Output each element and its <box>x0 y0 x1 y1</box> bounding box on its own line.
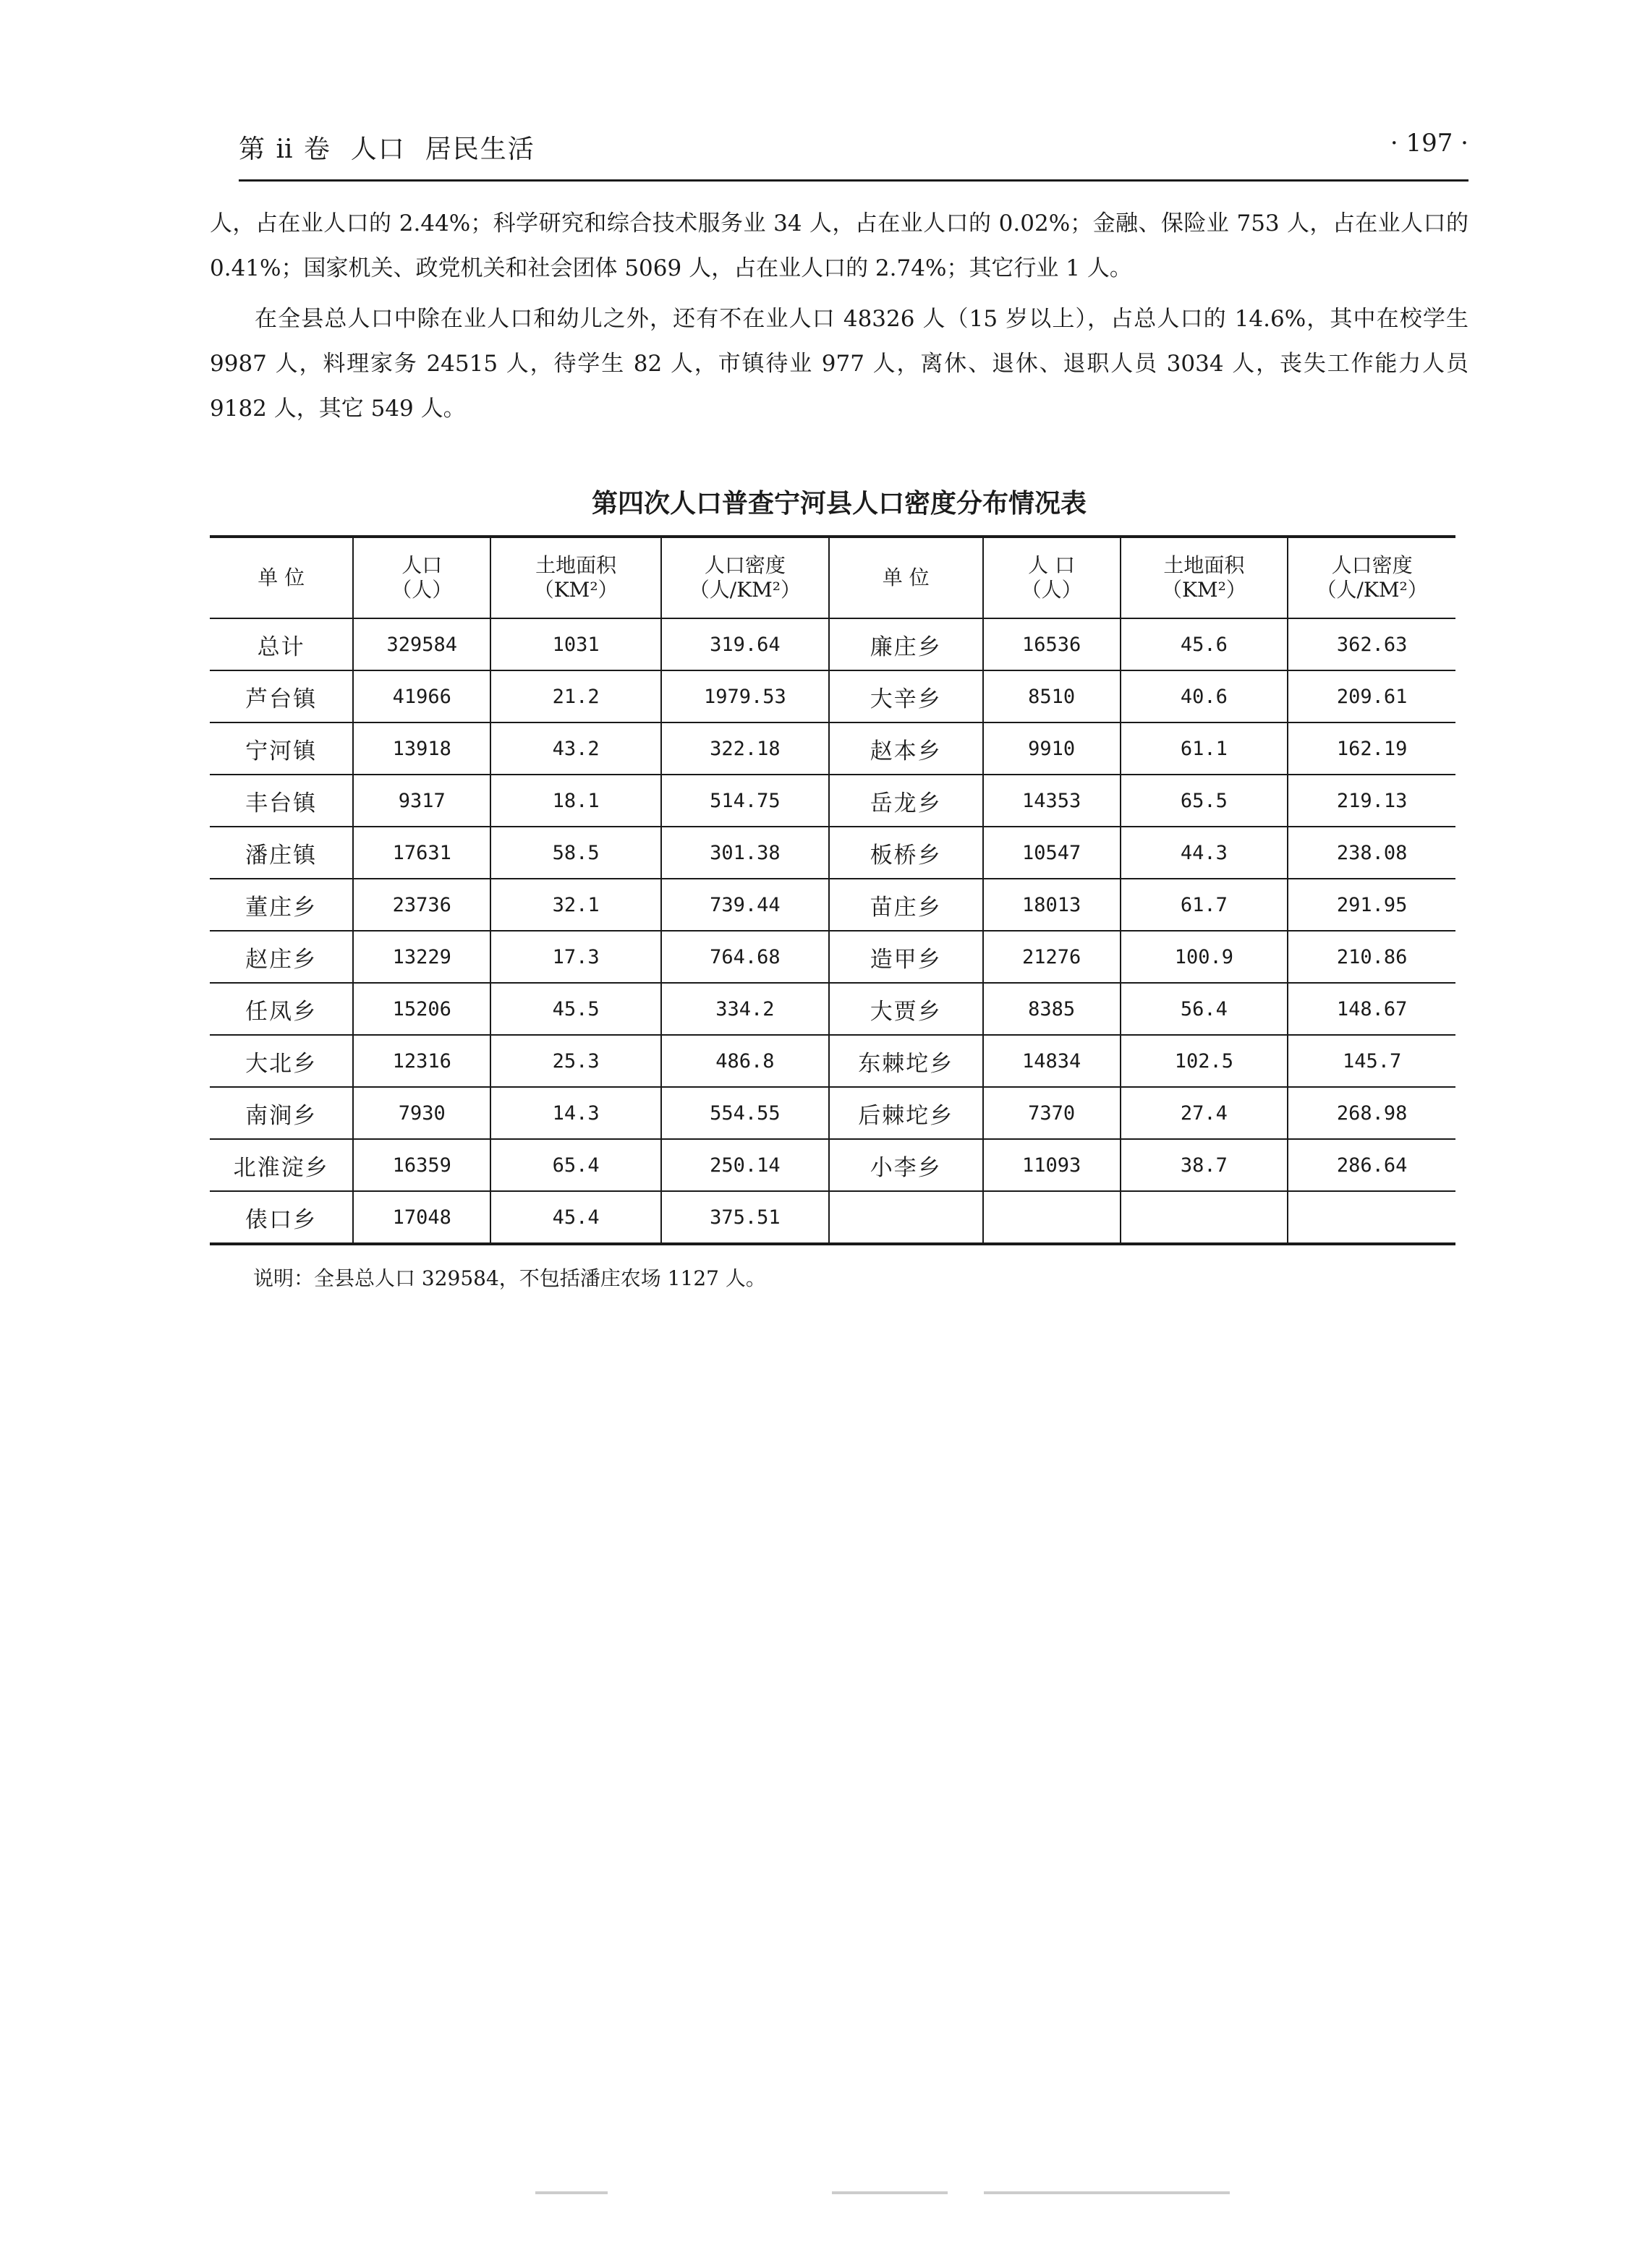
header-density-unit: （人/KM²） <box>1316 578 1428 602</box>
left-population-cell: 329584 <box>353 618 490 670</box>
right-land-area-cell: 102.5 <box>1121 1035 1288 1087</box>
paragraph: 在全县总人口中除在业人口和幼儿之外，还有不在业人口 48326 人（15 岁以上），占总人口的 14.6%，其中在校学生 9987 人，料理家务 24515 人，待学生 82 人，市镇待业 977 人，离休、退休、退职人员 3034 人，丧失工作能力人员 9182 人，其它 549 人。 <box>210 306 1468 422</box>
header-area-label: 土地面积 <box>1163 553 1245 577</box>
right-population-cell: 7370 <box>983 1087 1121 1139</box>
right-population-cell: 18013 <box>983 879 1121 931</box>
right-unit-name-cell <box>829 1191 983 1244</box>
left-unit-name-cell: 北淮淀乡 <box>210 1139 353 1191</box>
left-land-area-cell: 14.3 <box>490 1087 661 1139</box>
header-area <box>490 537 661 618</box>
table-row <box>210 1087 1455 1139</box>
left-population-cell: 7930 <box>353 1087 490 1139</box>
right-density-cell: 362.63 <box>1288 618 1455 670</box>
left-population-cell: 13918 <box>353 722 490 775</box>
header-population <box>353 537 490 618</box>
left-density-cell: 301.38 <box>661 827 829 879</box>
header-density <box>1288 537 1455 618</box>
left-land-area-cell: 25.3 <box>490 1035 661 1087</box>
left-density-cell: 554.55 <box>661 1087 829 1139</box>
table-row <box>210 931 1455 983</box>
right-land-area-cell: 38.7 <box>1121 1139 1288 1191</box>
right-unit-name-cell: 苗庄乡 <box>829 879 983 931</box>
left-population-cell: 17631 <box>353 827 490 879</box>
header-area-unit: （KM²） <box>533 578 619 602</box>
right-population-cell: 14834 <box>983 1035 1121 1087</box>
right-land-area-cell: 44.3 <box>1121 827 1288 879</box>
left-population-cell: 16359 <box>353 1139 490 1191</box>
right-population-cell: 8510 <box>983 670 1121 722</box>
left-land-area-cell: 1031 <box>490 618 661 670</box>
left-unit-name-cell: 南涧乡 <box>210 1087 353 1139</box>
left-unit-name-cell: 赵庄乡 <box>210 931 353 983</box>
left-land-area-cell: 43.2 <box>490 722 661 775</box>
left-population-cell: 17048 <box>353 1191 490 1244</box>
left-land-area-cell: 45.4 <box>490 1191 661 1244</box>
right-population-cell: 10547 <box>983 827 1121 879</box>
left-population-cell: 41966 <box>353 670 490 722</box>
left-unit-name-cell: 总计 <box>210 618 353 670</box>
right-land-area-cell: 40.6 <box>1121 670 1288 722</box>
right-unit-name-cell: 后棘坨乡 <box>829 1087 983 1139</box>
left-unit-name-cell: 董庄乡 <box>210 879 353 931</box>
right-unit-name-cell: 大辛乡 <box>829 670 983 722</box>
right-population-cell: 8385 <box>983 983 1121 1035</box>
page-number: · 197 · <box>1390 129 1468 158</box>
table-row <box>210 879 1455 931</box>
left-population-cell: 13229 <box>353 931 490 983</box>
right-population-cell: 14353 <box>983 775 1121 827</box>
left-land-area-cell: 65.4 <box>490 1139 661 1191</box>
body-text <box>210 201 1468 437</box>
left-density-cell: 250.14 <box>661 1139 829 1191</box>
left-population-cell: 12316 <box>353 1035 490 1087</box>
left-density-cell: 322.18 <box>661 722 829 775</box>
left-unit-name-cell: 宁河镇 <box>210 722 353 775</box>
right-density-cell: 162.19 <box>1288 722 1455 775</box>
table-row <box>210 983 1455 1035</box>
table-body <box>210 618 1455 1244</box>
table-row <box>210 827 1455 879</box>
table-note: 说明：全县总人口 329584，不包括潘庄农场 1127 人。 <box>253 1266 766 1290</box>
table-row <box>210 1035 1455 1087</box>
left-population-cell: 23736 <box>353 879 490 931</box>
left-density-cell: 739.44 <box>661 879 829 931</box>
right-unit-name-cell: 造甲乡 <box>829 931 983 983</box>
right-land-area-cell: 45.6 <box>1121 618 1288 670</box>
table-row <box>210 618 1455 670</box>
left-density-cell: 319.64 <box>661 618 829 670</box>
right-land-area-cell: 65.5 <box>1121 775 1288 827</box>
right-density-cell: 219.13 <box>1288 775 1455 827</box>
right-land-area-cell: 61.1 <box>1121 722 1288 775</box>
right-unit-name-cell: 廉庄乡 <box>829 618 983 670</box>
scan-mark <box>832 2191 948 2194</box>
left-unit-name-cell: 任凤乡 <box>210 983 353 1035</box>
table-title: 第四次人口普查宁河县人口密度分布情况表 <box>591 489 1087 519</box>
scan-mark <box>535 2191 608 2194</box>
right-land-area-cell: 100.9 <box>1121 931 1288 983</box>
paragraph: 人，占在业人口的 2.44%；科学研究和综合技术服务业 34 人，占在业人口的 0.02%；金融、保险业 753 人，占在业人口的 0.41%；国家机关、政党机关和社会团体 5069 人，占在业人口的 2.74%；其它行业 1 人。 <box>210 210 1468 281</box>
right-land-area-cell: 61.7 <box>1121 879 1288 931</box>
header-population-label: 人 口 <box>1028 553 1076 577</box>
left-unit-name-cell: 潘庄镇 <box>210 827 353 879</box>
left-land-area-cell: 17.3 <box>490 931 661 983</box>
table-row <box>210 722 1455 775</box>
right-unit-name-cell: 岳龙乡 <box>829 775 983 827</box>
header-density-label: 人口密度 <box>1331 553 1413 577</box>
left-density-cell: 1979.53 <box>661 670 829 722</box>
left-density-cell: 486.8 <box>661 1035 829 1087</box>
left-unit-name-cell: 俵口乡 <box>210 1191 353 1244</box>
right-land-area-cell <box>1121 1191 1288 1244</box>
table-row <box>210 775 1455 827</box>
left-population-cell: 15206 <box>353 983 490 1035</box>
left-unit-name-cell: 芦台镇 <box>210 670 353 722</box>
right-density-cell: 148.67 <box>1288 983 1455 1035</box>
left-land-area-cell: 58.5 <box>490 827 661 879</box>
right-unit-name-cell: 赵本乡 <box>829 722 983 775</box>
left-population-cell: 9317 <box>353 775 490 827</box>
right-population-cell: 11093 <box>983 1139 1121 1191</box>
right-land-area-cell: 27.4 <box>1121 1087 1288 1139</box>
table-row <box>210 670 1455 722</box>
header-rule <box>239 179 1468 182</box>
header-population-label: 人口 <box>401 553 443 577</box>
left-density-cell: 764.68 <box>661 931 829 983</box>
left-land-area-cell: 45.5 <box>490 983 661 1035</box>
left-land-area-cell: 32.1 <box>490 879 661 931</box>
header-population-unit: （人） <box>1021 578 1082 602</box>
right-population-cell: 16536 <box>983 618 1121 670</box>
left-unit-name-cell: 丰台镇 <box>210 775 353 827</box>
population-density-table <box>210 535 1455 1245</box>
right-unit-name-cell: 小李乡 <box>829 1139 983 1191</box>
right-density-cell: 291.95 <box>1288 879 1455 931</box>
header-unit: 单 位 <box>210 537 353 618</box>
header-density <box>661 537 829 618</box>
left-density-cell: 375.51 <box>661 1191 829 1244</box>
right-unit-name-cell: 板桥乡 <box>829 827 983 879</box>
right-population-cell <box>983 1191 1121 1244</box>
right-density-cell: 286.64 <box>1288 1139 1455 1191</box>
header-unit: 单 位 <box>829 537 983 618</box>
header-density-unit: （人/KM²） <box>689 578 802 602</box>
page-header <box>239 129 1468 172</box>
header-population-unit: （人） <box>391 578 453 602</box>
table-header-row <box>210 537 1455 618</box>
header-area-unit: （KM²） <box>1162 578 1246 602</box>
header-area <box>1121 537 1288 618</box>
right-density-cell: 145.7 <box>1288 1035 1455 1087</box>
right-density-cell: 209.61 <box>1288 670 1455 722</box>
right-density-cell: 268.98 <box>1288 1087 1455 1139</box>
left-land-area-cell: 21.2 <box>490 670 661 722</box>
right-population-cell: 9910 <box>983 722 1121 775</box>
chapter-title: 第 ⅱ 卷 人口 居民生活 <box>239 135 535 164</box>
scan-mark <box>984 2191 1230 2194</box>
right-unit-name-cell: 东棘坨乡 <box>829 1035 983 1087</box>
right-population-cell: 21276 <box>983 931 1121 983</box>
header-population <box>983 537 1121 618</box>
left-density-cell: 514.75 <box>661 775 829 827</box>
header-area-label: 土地面积 <box>535 553 617 577</box>
right-density-cell: 238.08 <box>1288 827 1455 879</box>
right-density-cell: 210.86 <box>1288 931 1455 983</box>
left-density-cell: 334.2 <box>661 983 829 1035</box>
table-row <box>210 1139 1455 1191</box>
left-unit-name-cell: 大北乡 <box>210 1035 353 1087</box>
right-unit-name-cell: 大贾乡 <box>829 983 983 1035</box>
table-row <box>210 1191 1455 1244</box>
right-density-cell <box>1288 1191 1455 1244</box>
left-land-area-cell: 18.1 <box>490 775 661 827</box>
right-land-area-cell: 56.4 <box>1121 983 1288 1035</box>
header-density-label: 人口密度 <box>704 553 786 577</box>
